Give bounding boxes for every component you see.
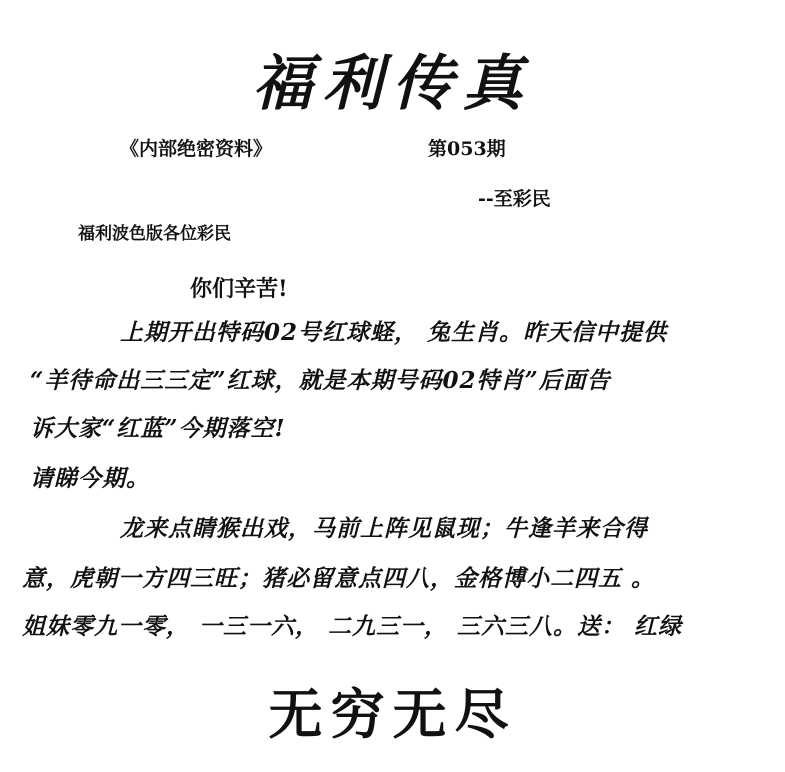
footer-slogan: 无穷无尽 [268, 682, 517, 746]
salutation: 福利波色版各位彩民 [78, 224, 231, 244]
page-title: 福利传真 [252, 49, 533, 119]
body-line-1: 上期开出特码02号红球蛏， 兔生肖。昨天信中提供 [120, 319, 668, 346]
body-line-6: 意，虎朝一方四三旺；猪必留意点四八，金格博小二四五 。 [22, 565, 656, 592]
body-line-2: “羊待命出三三定”红球，就是本期号码02特肖”后面告 [30, 367, 611, 394]
document-subtitle: 《内部绝密资料》 [120, 138, 273, 160]
body-line-4: 请睇今期。 [30, 465, 150, 492]
issue-number: 第053期 [428, 138, 506, 160]
signature-line: --至彩民 [478, 188, 551, 210]
body-line-7: 姐妹零九一零， 一三一六， 二九三一， 三六三八。送： 红绿 [22, 613, 683, 640]
greeting: 你们辛苦! [190, 276, 288, 302]
body-line-5: 龙来点睛猴出戏，马前上阵见鼠现；牛逢羊来合得 [120, 515, 648, 542]
body-line-3: 诉大家“红蓝”今期落空! [30, 415, 286, 442]
